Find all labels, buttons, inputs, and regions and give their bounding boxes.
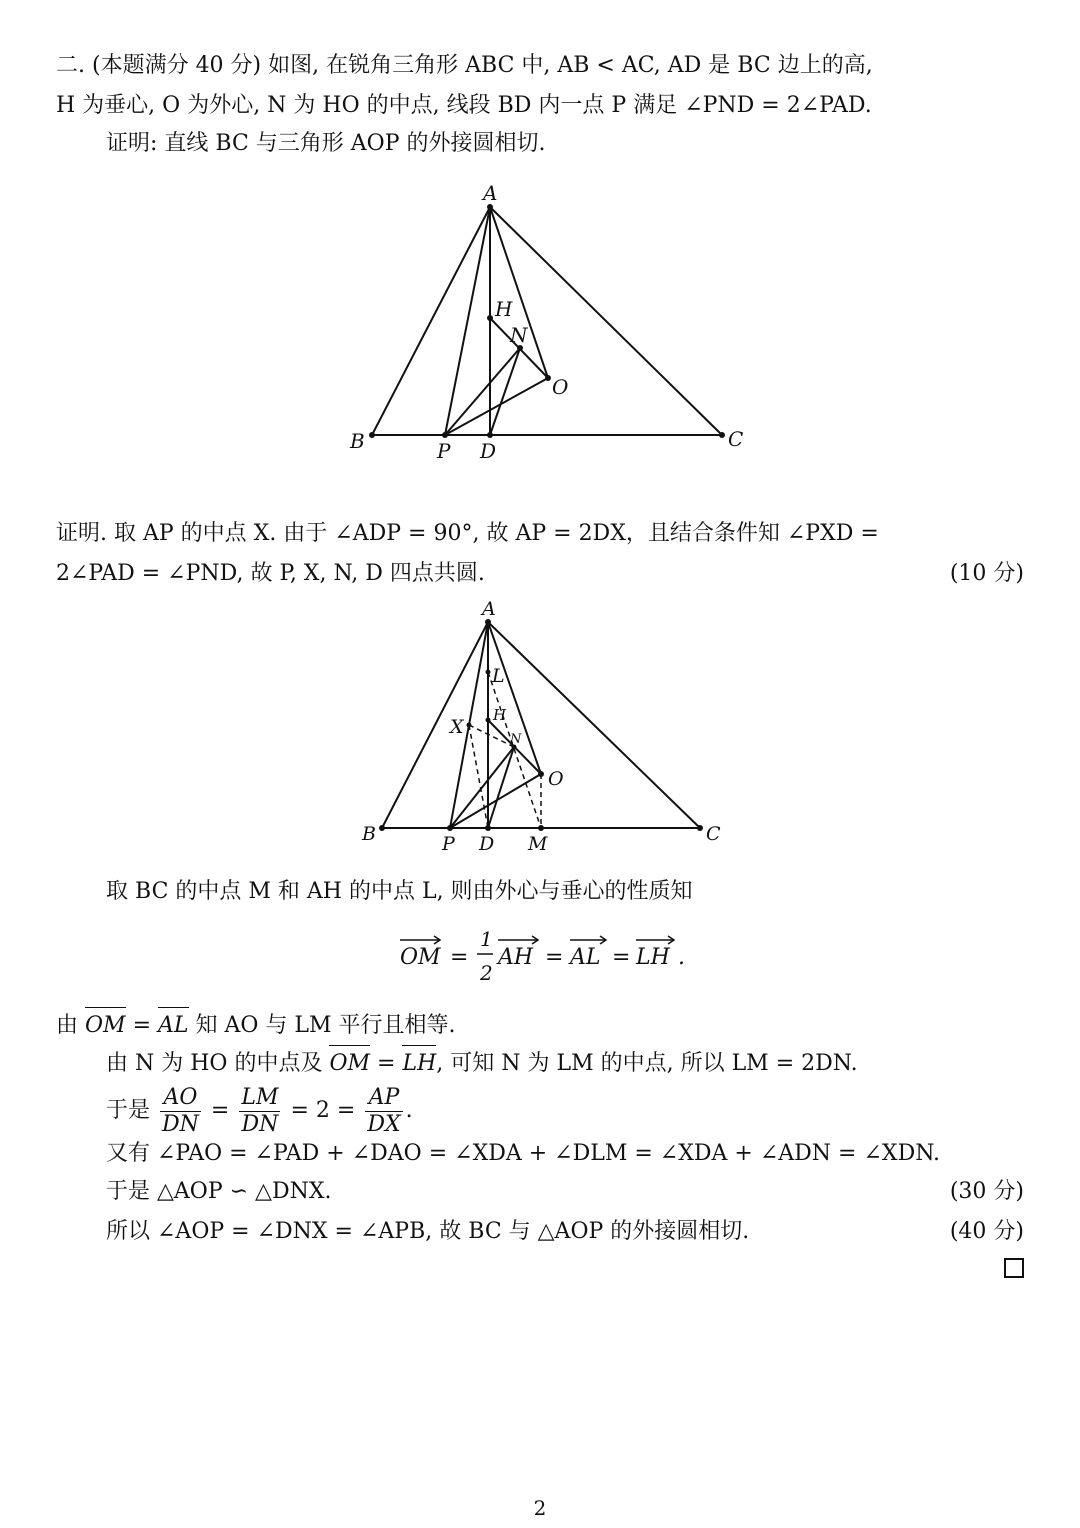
eq-vec-om: OM [400,945,441,970]
figure-1 [340,180,760,470]
proof-line-3: 取 BC 的中点 M 和 AH 的中点 L, 则由外心与垂心的性质知 [106,879,693,904]
eq-frac-num: 1 [480,927,493,951]
qed-box-icon [1004,1258,1024,1278]
svg-text:=: = [450,945,469,970]
svg-text:.: . [678,945,685,970]
fig1-label-D: D [480,439,497,463]
score-10: (10 分) [949,561,1024,586]
proof-line-8: 于是 △AOP ∽ △DNX. [106,1179,332,1204]
proof-line-6: 于是 $\frac{AO}{DN}$ = $\frac{LM}{DN}$ = 2 = $\frac{AP}{DX}$ . [106,1084,413,1137]
fraction-lm-dn: $\frac{LM}{DN}$ [241,1084,279,1137]
fig2-label-L: L [492,665,505,687]
fig2-label-N: N [510,732,522,747]
fig1-label-N: N [510,323,528,347]
figure-2 [350,595,730,860]
problem-line-2: H 为垂心, O 为外心, N 为 HO 的中点, 线段 BD 内一点 P 满足 ∠PND = 2∠PAD. [56,93,872,118]
proof-line-9: 所以 ∠AOP = ∠DNX = ∠APB, 故 BC 与 △AOP 的外接圆相切. [106,1219,750,1244]
score-30: (30 分) [949,1179,1024,1204]
problem-line-1: 二. (本题满分 40 分) 如图, 在锐角三角形 ABC 中, AB < AC, AD 是 BC 边上的高, [56,53,873,78]
fig1-label-A: A [483,181,498,205]
eq-vec-al: AL [570,945,601,970]
fig2-label-P: P [442,833,455,855]
fig2-label-C: C [706,823,721,845]
vector-equation [380,920,700,990]
eq-frac-den: 2 [480,961,493,985]
problem-line-3: 证明: 直线 BC 与三角形 AOP 的外接圆相切. [106,131,546,156]
proof-line-4: 由 OM = AL 知 AO 与 LM 平行且相等. [56,1012,456,1040]
fig2-label-H: H [493,706,507,724]
fig1-label-H: H [495,297,513,321]
svg-text:=: = [612,945,631,970]
proof-line-1: 证明. 取 AP 的中点 X. 由于 ∠ADP = 90°, 故 AP = 2DX，且结合条件知 ∠PXD = [56,521,879,546]
fig2-label-A: A [482,598,496,620]
fig1-label-O: O [552,375,569,399]
page-number: 2 [533,1496,547,1520]
fraction-ao-dn: $\frac{AO}{DN}$ [162,1084,199,1137]
score-40: (40 分) [949,1219,1024,1244]
fig1-label-C: C [728,427,744,451]
fig2-label-M: M [528,833,548,855]
fig2-label-O: O [548,768,564,790]
fig2-label-X: X [450,716,464,738]
fig2-label-B: B [362,823,376,845]
fraction-ap-dx: $\frac{AP}{DX}$ [367,1084,401,1137]
eq-vec-ah: AH [498,945,534,970]
proof-line-7: 又有 ∠PAO = ∠PAD + ∠DAO = ∠XDA + ∠DLM = ∠XDA + ∠ADN = ∠XDN. [106,1141,941,1166]
eq-vec-lh: LH [636,945,670,970]
fig1-label-B: B [350,429,365,453]
fig1-label-P: P [437,439,451,463]
proof-line-5: 由 N 为 HO 的中点及 OM = LH, 可知 N 为 LM 的中点, 所以 LM = 2DN. [106,1050,858,1078]
svg-text:=: = [545,945,564,970]
proof-line-2: 2∠PAD = ∠PND, 故 P, X, N, D 四点共圆. [56,561,485,586]
fig2-label-D: D [479,833,495,855]
